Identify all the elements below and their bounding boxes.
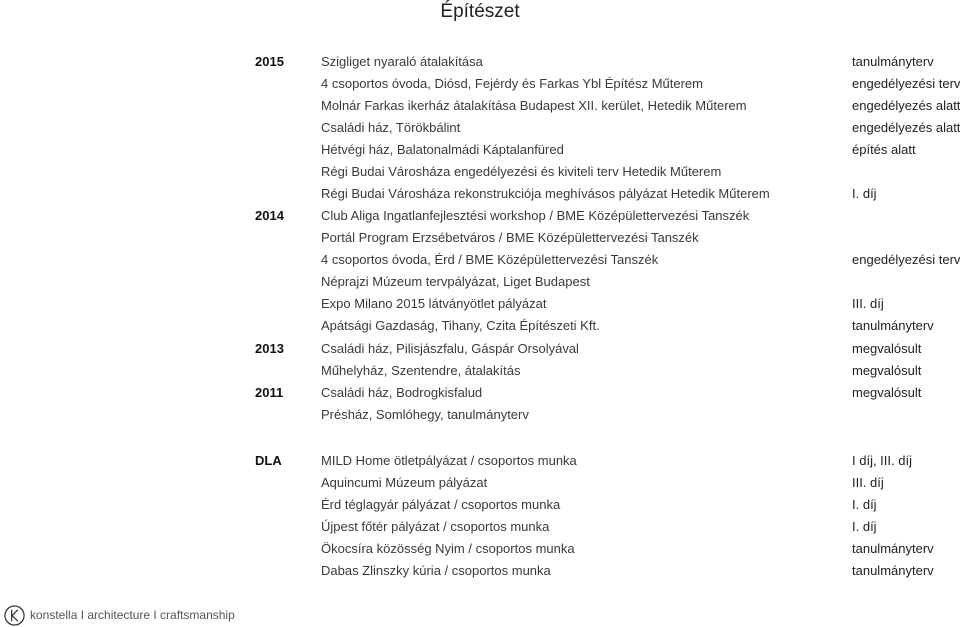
project-name: Portál Program Erzsébetváros / BME Középülettervezési Tanszék: [321, 230, 699, 245]
list-item: [0, 139, 960, 161]
project-name: Régi Budai Városháza rekonstrukciója meghívásos pályázat Hetedik Műterem: [321, 186, 770, 201]
year: 2014: [255, 208, 284, 223]
list-item: [0, 51, 960, 73]
project-name: Családi ház, Pilisjászfalu, Gáspár Orsolyával: [321, 341, 579, 356]
list-item: [0, 161, 960, 183]
project-name: Néprajzi Múzeum tervpályázat, Liget Budapest: [321, 274, 590, 289]
list-item: [0, 516, 960, 538]
project-name: Apátsági Gazdaság, Tihany, Czita Építészeti Kft.: [321, 318, 600, 333]
project-name: Présház, Somlóhegy, tanulmányterv: [321, 407, 529, 422]
project-name: Ökocsíra közösség Nyim / csoportos munka: [321, 541, 575, 556]
project-name: Molnár Farkas ikerház átalakítása Budapest XII. kerület, Hetedik Műterem: [321, 98, 747, 113]
project-name: Családi ház, Bodrogkisfalud: [321, 385, 483, 400]
year: 2013: [255, 341, 284, 356]
project-status: I díj, III. díj: [852, 453, 912, 468]
project-status: engedélyezés alatt: [852, 120, 960, 135]
list-item: [0, 360, 960, 382]
list-item: [0, 315, 960, 337]
list-item: [0, 404, 960, 426]
project-status: I. díj: [852, 186, 877, 201]
project-status: I. díj: [852, 497, 877, 512]
project-status: III. díj: [852, 475, 884, 490]
project-name: Szigliget nyaraló átalakítása: [321, 54, 483, 69]
project-status: engedélyezési terv: [852, 76, 960, 91]
footer: [4, 604, 235, 626]
year: 2015: [255, 54, 284, 69]
project-name: Club Aliga Ingatlanfejlesztési workshop / BME Középülettervezési Tanszék: [321, 208, 750, 223]
list-item: [0, 560, 960, 582]
project-name: Családi ház, Törökbálint: [321, 120, 461, 135]
list-item: [0, 538, 960, 560]
page-title: Építészet: [440, 1, 520, 22]
project-status: engedélyezés alatt: [852, 98, 960, 113]
list-item: [0, 338, 960, 360]
list-item: [0, 205, 960, 227]
project-status: tanulmányterv: [852, 563, 934, 578]
project-name: Műhelyház, Szentendre, átalakítás: [321, 363, 521, 378]
project-name: MILD Home ötletpályázat / csoportos munka: [321, 453, 577, 468]
list-item: [0, 95, 960, 117]
project-name: Dabas Zlinszky kúria / csoportos munka: [321, 563, 551, 578]
list-item: [0, 227, 960, 249]
project-status: tanulmányterv: [852, 318, 934, 333]
project-status: tanulmányterv: [852, 541, 934, 556]
project-name: Expo Milano 2015 látványötlet pályázat: [321, 296, 547, 311]
project-name: 4 csoportos óvoda, Érd / BME Középülettervezési Tanszék: [321, 252, 659, 267]
list-item: [0, 183, 960, 205]
project-name: 4 csoportos óvoda, Diósd, Fejérdy és Farkas Ybl Építész Műterem: [321, 76, 703, 91]
list-item: [0, 494, 960, 516]
project-status: III. díj: [852, 296, 884, 311]
project-name: Régi Budai Városháza engedélyezési és kiviteli terv Hetedik Műterem: [321, 164, 722, 179]
project-status: megvalósult: [852, 385, 922, 400]
project-name: Érd téglagyár pályázat / csoportos munka: [321, 497, 561, 512]
list-item: [0, 73, 960, 95]
list-item: [0, 382, 960, 404]
project-status: megvalósult: [852, 363, 922, 378]
list-item: [0, 293, 960, 315]
project-name: Aquincumi Múzeum pályázat: [321, 475, 488, 490]
list-item: [0, 117, 960, 139]
project-name: Hétvégi ház, Balatonalmádi Káptalanfüred: [321, 142, 564, 157]
dla-label: DLA: [255, 453, 282, 468]
year: 2011: [255, 385, 284, 400]
project-status: megvalósult: [852, 341, 922, 356]
project-status: engedélyezési terv: [852, 252, 960, 267]
konstella-logo-icon: [4, 605, 25, 626]
project-status: építés alatt: [852, 142, 916, 157]
list-item: [0, 472, 960, 494]
project-name: Újpest főtér pályázat / csoportos munka: [321, 519, 550, 534]
list-item: [0, 450, 960, 472]
footer-text: konstella I architecture I craftsmanship: [30, 608, 235, 622]
project-status: tanulmányterv: [852, 54, 934, 69]
project-status: I. díj: [852, 519, 877, 534]
list-item: [0, 271, 960, 293]
list-item: [0, 249, 960, 271]
